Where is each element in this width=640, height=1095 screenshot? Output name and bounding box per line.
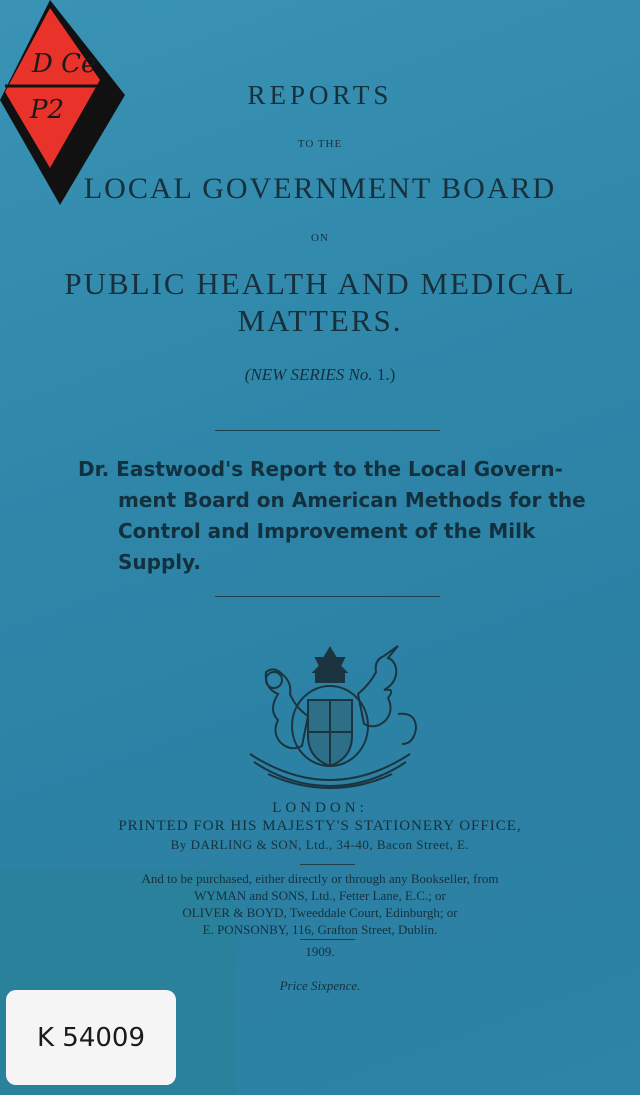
report-title — [78, 454, 598, 578]
divider-middle — [215, 596, 440, 597]
heading-on: ON — [311, 232, 329, 244]
series-label: (NEW SERIES No. — [244, 365, 373, 384]
subject-line-1: PUBLIC HEALTH AND MEDICAL — [64, 266, 576, 301]
subject-line-2: MATTERS. — [237, 303, 403, 338]
report-title-line-2: ment Board on American Methods for the — [118, 488, 586, 512]
imprint-purchase — [0, 870, 640, 938]
report-title-line-3: Control and Improvement of the Milk — [118, 519, 536, 543]
shelfmark-label — [6, 990, 176, 1085]
divider-top — [215, 430, 440, 431]
divider-small-2 — [300, 939, 355, 940]
imprint-year: 1909. — [305, 944, 335, 959]
purchase-line-4: E. PONSONBY, 116, Grafton Street, Dublin. — [202, 922, 438, 937]
heading-board: LOCAL GOVERNMENT BOARD — [83, 172, 557, 205]
handwritten-top: D Ce — [32, 49, 97, 79]
series-number: 1.) — [376, 365, 396, 384]
purchase-line-1: And to be purchased, either directly or through any Bookseller, from — [141, 871, 499, 886]
report-title-line-4: Supply. — [118, 550, 201, 574]
heading-reports: REPORTS — [247, 80, 393, 110]
heading-to-the: TO THE — [297, 138, 343, 150]
handwritten-bottom: P2 — [30, 95, 65, 125]
imprint-printer: By DARLING & SON, Ltd., 34-40, Bacon Street, E. — [170, 837, 470, 852]
shelfmark-text: K 54009 — [36, 1022, 146, 1053]
imprint-london: LONDON: — [272, 800, 368, 816]
divider-small-1 — [300, 864, 355, 865]
report-title-line-1: Dr. Eastwood's Report to the Local Govern- — [78, 457, 563, 481]
royal-coat-of-arms-icon — [238, 644, 422, 796]
purchase-line-2: WYMAN and SONS, Ltd., Fetter Lane, E.C.; or — [194, 888, 446, 903]
imprint-price: Price Sixpence. — [279, 978, 361, 993]
imprint-printed-for: PRINTED FOR HIS MAJESTY'S STATIONERY OFFICE, — [118, 818, 522, 834]
purchase-line-3: OLIVER & BOYD, Tweeddale Court, Edinburgh; or — [182, 905, 458, 920]
series-line — [0, 365, 640, 385]
